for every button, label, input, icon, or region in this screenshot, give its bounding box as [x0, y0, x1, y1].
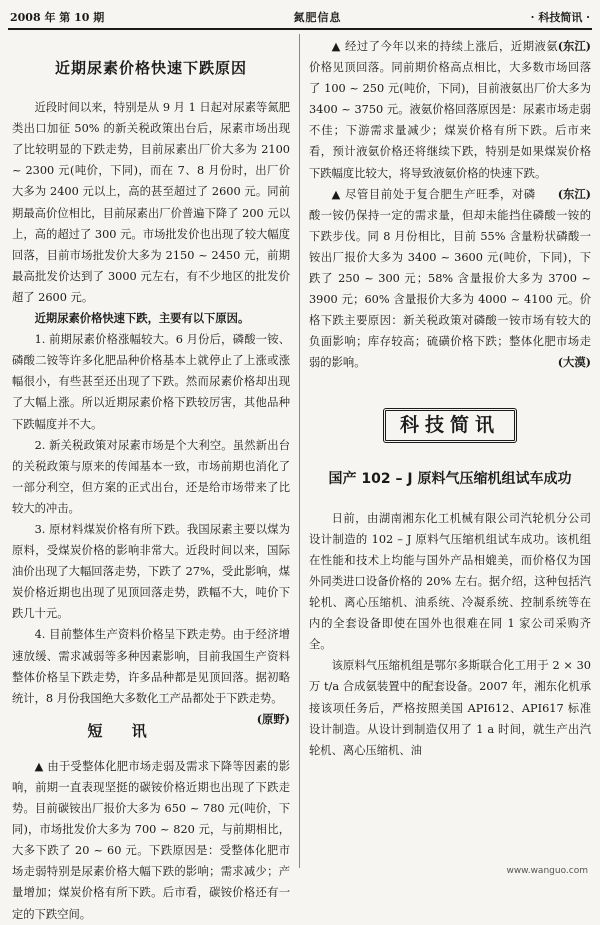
page-header	[10, 6, 590, 28]
article1-paragraph: 近段时间以来，特别是从 9 月 1 日起对尿素等氮肥类出口加征 50% 的新关税政策出台后，尿素市场出现了比较明显的下跌走势，目前尿素出厂价大多为 2100 ~ 2300 元(吨价，下同)，而在 7、8 月份时，出厂价大多为 2400 元以上，高的甚至超过了 2600 元。同前期最高价位相比，目前尿素出厂价普遍下降了 200 元以上，高的超过了 300 元。市场批发价也出现了较大幅度回落，目前市场批发价大多为 2150 ~ 2450 元，前期最高批发价达到了 3000 元左右，有不少地区的批发价超了 2600 元。	[12, 101, 290, 304]
article1-paragraph: 近期尿素价格快速下跌，主要有以下原因。	[34, 311, 250, 326]
watermark: www.wanguo.com	[506, 866, 588, 876]
left-column	[12, 36, 290, 925]
article1-paragraph	[12, 624, 290, 726]
journal-name: 氮肥信息	[293, 11, 342, 24]
issue-label: 2008 年 第 10 期	[10, 11, 105, 24]
news-item-text: ▲ 经过了今年以来的持续上涨后，近期液氨价格见顶回落。同前期价格高点相比，大多数市场回落了 100 ~ 250 元(吨价，下同)，目前液氨出厂价大多为 3400 ~ 3750 元。液氨价格回落原因是：尿素市场走弱不佳；下游需求量减少；煤炭价格有所下跌。后市来看，预计液氨价格还将继续下跌，特别是如果煤炭价格下跌幅度比较大，将导致液氨价格的快速下跌。	[309, 40, 591, 180]
section-stamp-wrap	[309, 408, 591, 443]
article1-paragraph: 3. 原材料煤炭价格有所下跌。我国尿素主要以煤为原料，受煤炭价格的影响非常大。近段时间以来，国际油价出现了大幅回落走势，下跌了 27%，受此影响，煤炭价格近期也出现了见顶回落走势，跌幅不大，吨价下跌几十元。	[12, 522, 290, 621]
news-source: (东江)	[557, 39, 591, 53]
right-column	[309, 36, 591, 761]
news-item	[309, 36, 591, 201]
article1-source: (原野)	[256, 711, 290, 726]
news-source: (大漠)	[557, 355, 591, 370]
article1-paragraph: 1. 前期尿素价格涨幅较大。6 月份后，磷酸一铵、磷酸二铵等许多化肥品种价格基本上就停止了上涨或涨幅很小，有些甚至还出现了下跌。然而尿素价格却出现了大幅上涨。所以近期尿素价格下跌较厉害，其他品种下跌幅度并不大。	[12, 333, 290, 431]
news-title: 短 讯	[87, 721, 159, 740]
article1-title: 近期尿素价格快速下跌原因	[54, 59, 247, 77]
news-item: ▲ 由于受整体化肥市场走弱及需求下降等因素的影响，前期一直表现坚挺的碳铵价格近期也出现了下跌走势。目前碳铵出厂报价大多为 650 ~ 780 元(吨价，下同)，市场批发价大多为 700 ~ 820 元，与前期相比，大多下跌了 20 ~ 60 元。下跌原因是：受整体化肥市场走弱特别是尿素价格大幅下跌的影响；需求减少；产量增加；煤炭价格有所下跌。后市看，碳铵价格还有一定的下跌空间。	[12, 759, 290, 921]
news-item	[309, 184, 591, 374]
article2-paragraph: 该原料气压缩机组是鄂尔多斯联合化工用于 2 × 30 万 t/a 合成氨装置中的配套设备。2007 年，湘东化机承接该项任务后，严格按照美国 API612、API617 标准设计制造。从设计到制造仅用了 1 a 时间，就生产出汽轮机、离心压缩机、油	[309, 659, 591, 757]
news-item-text: ▲ 尽管目前处于复合肥生产旺季，对磷酸一铵仍保持一定的需求量，但却未能挡住磷酸一铵的下跌步伐。同 8 月份相比，目前 55% 含量粉状磷酸一铵出厂报价大多为 3400 ~ 3600 元(吨价，下同)，下跌了 250 ~ 300 元；58% 含量报价大多为 3700 ~ 3900 元；60% 含量报价大多为 4000 ~ 4100 元。价格下跌主要原因：新关税政策对磷酸一铵市场有较大的负面影响；库存较高；硫磺价格下跌；整体化肥市场走弱的影响。	[309, 187, 591, 370]
section-stamp: 科技简讯	[383, 408, 517, 443]
header-rule	[8, 28, 592, 30]
article1-paragraph-text: 4. 目前整体生产资料价格呈下跌走势。由于经济增速放缓、需求减弱等多种因素影响，目前我国生产资料整体价格呈下跌走势，许多品种都是见顶回落。据初略统计，8 月份我国绝大多数化工产品都处于下跌走势。	[12, 628, 290, 705]
section-label: · 科技简讯 ·	[530, 11, 590, 24]
article2-title: 国产 102 – J 原料气压缩机组试车成功	[328, 470, 572, 487]
article2-paragraph: 日前，由湖南湘东化工机械有限公司汽轮机分公司设计制造的 102 – J 原料气压缩机组试车成功。该机组在性能和技术上均能与国外产品相媲美，而价格仅为国外同类进口设备价格的 20% 左右。据介绍，这种包括汽轮机、离心压缩机、油系统、冷凝系统、控制系统等在内的全套设备即使在国外也很难在同 1 家公司采购齐全。	[309, 511, 591, 652]
article1-paragraph: 2. 新关税政策对尿素市场是个大利空。虽然新出台的关税政策与原来的传闻基本一致，市场前期也消化了一部分利空，但方案的正式出台，还是给市场带来了比较大的冲击。	[12, 438, 290, 515]
news-source: (东江)	[557, 186, 591, 201]
column-divider	[299, 34, 300, 868]
